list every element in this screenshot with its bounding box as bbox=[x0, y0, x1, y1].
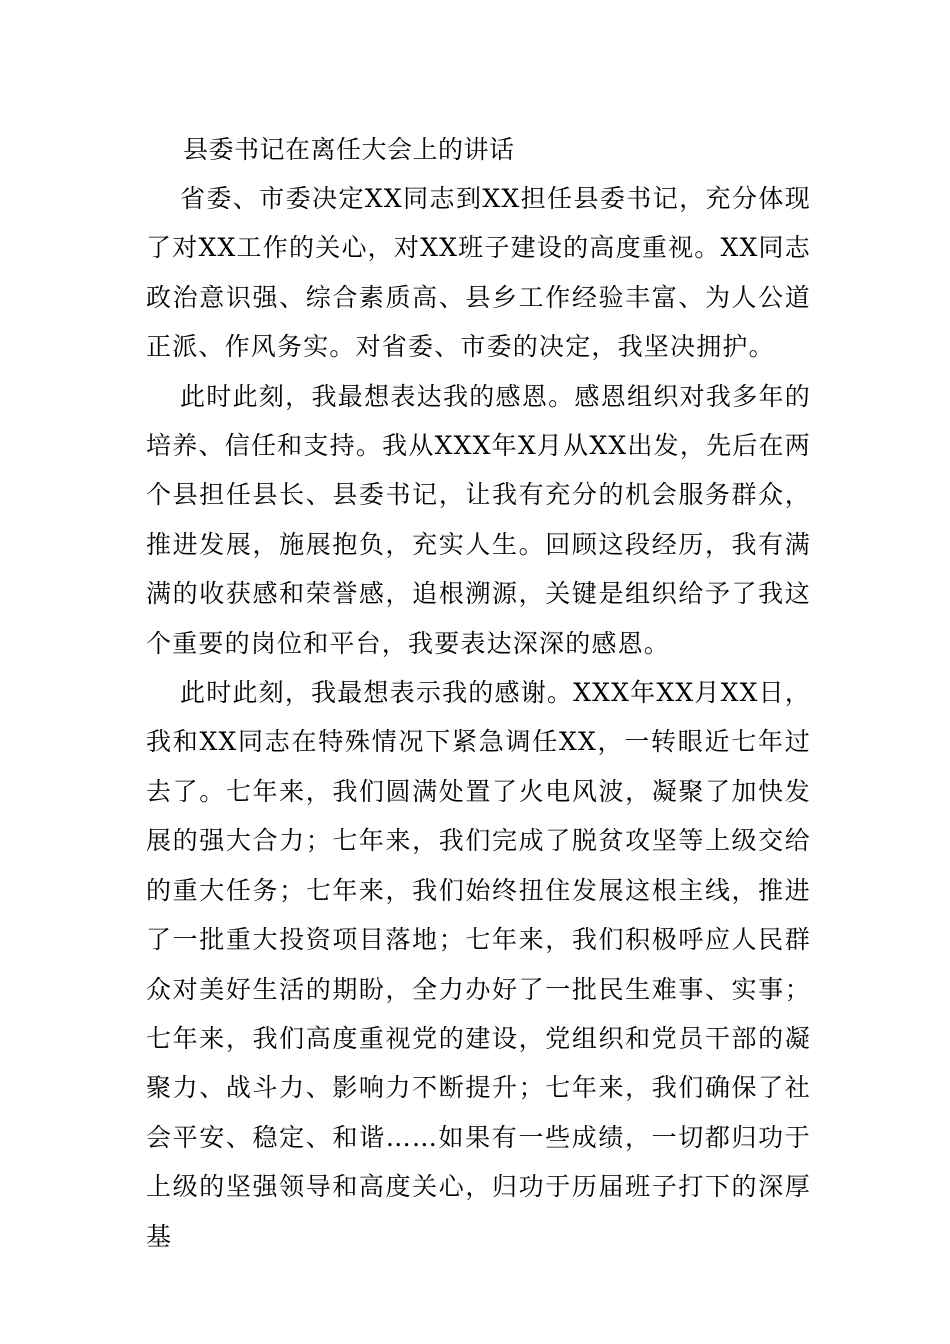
document-title: 县委书记在离任大会上的讲话 bbox=[183, 135, 515, 164]
document-body bbox=[146, 174, 811, 1261]
paragraph-thanks: 此时此刻，我最想表示我的感谢。XXX年XX月XX日，我和XX同志在特殊情况下紧急调任XX，一转眼近七年过去了。七年来，我们圆满处置了火电风波，凝聚了加快发展的强大合力；七年来，我们完成了脱贫攻坚等上级交给的重大任务；七年来，我们始终扭住发展这根主线，推进了一批重大投资项目落地；七年来，我们积极呼应人民群众对美好生活的期盼，全力办好了一批民生难事、实事；七年来，我们高度重视党的建设，党组织和党员干部的凝聚力、战斗力、影响力不断提升；七年来，我们确保了社会平安、稳定、和谐……如果有一些成绩，一切都归功于上级的坚强领导和高度关心，归功于历届班子打下的深厚基 bbox=[146, 678, 811, 1251]
paragraph-gratitude: 此时此刻，我最想表达我的感恩。感恩组织对我多年的培养、信任和支持。我从XXX年X月从XX出发，先后在两个县担任县长、县委书记，让我有充分的机会服务群众，推进发展，施展抱负，充实人生。回顾这段经历，我有满满的收获感和荣誉感，追根溯源，关键是组织给予了我这个重要的岗位和平台，我要表达深深的感恩。 bbox=[146, 381, 811, 658]
paragraph-appointment: 省委、市委决定XX同志到XX担任县委书记，充分体现了对XX工作的关心，对XX班子建设的高度重视。XX同志政治意识强、综合素质高、县乡工作经验丰富、为人公道正派、作风务实。对省委、市委的决定，我坚决拥护。 bbox=[146, 184, 811, 362]
